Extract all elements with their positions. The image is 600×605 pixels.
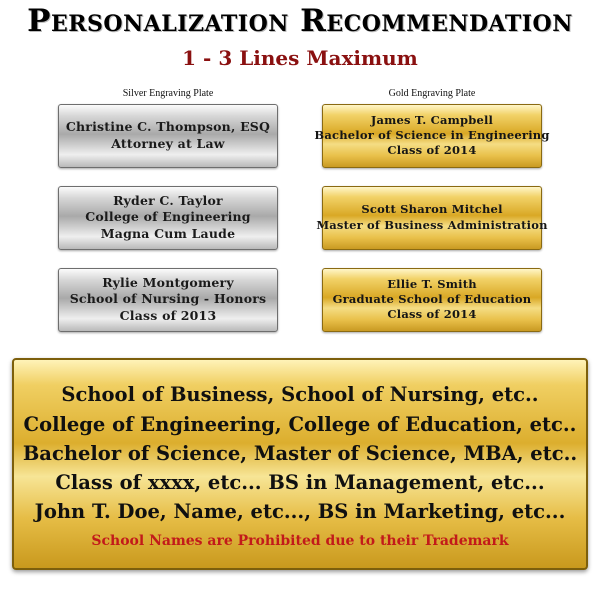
plate-line: Master of Business Administration [316, 217, 548, 232]
silver-column-header: Silver Engraving Plate [122, 87, 214, 99]
example-line: Class of xxxx, etc... BS in Management, etc... [55, 471, 545, 495]
gold-column-header: Gold Engraving Plate [388, 87, 476, 99]
gold-column [314, 87, 550, 350]
trademark-warning: School Names are Prohibited due to their Trademark [91, 532, 509, 549]
plate-line: Class of 2013 [119, 307, 217, 323]
silver-plate-2 [58, 186, 278, 250]
plate-line: Scott Sharon Mitchel [361, 202, 503, 217]
plate-line: Class of 2014 [387, 143, 477, 158]
examples-gold-plate [12, 358, 588, 570]
page-title: Personalization Recommendation [27, 3, 573, 39]
silver-plate-3 [58, 268, 278, 332]
plate-line: Graduate School of Education [332, 291, 532, 306]
example-line: John T. Doe, Name, etc..., BS in Marketing, etc... [34, 500, 566, 524]
plate-line: Magna Cum Laude [100, 225, 236, 241]
plate-columns [0, 88, 600, 350]
example-line: College of Engineering, College of Education, etc.. [23, 412, 577, 436]
silver-column [58, 88, 278, 350]
gold-plate-2 [316, 186, 548, 250]
example-line: Bachelor of Science, Master of Science, MBA, etc.. [22, 441, 578, 465]
plate-line: Christine C. Thompson, ESQ [65, 119, 271, 135]
plate-line: James T. Campbell [370, 112, 494, 127]
plate-line: School of Nursing - Honors [69, 291, 267, 307]
plate-line: Bachelor of Science in Engineering [314, 127, 550, 142]
plate-line: Class of 2014 [387, 307, 477, 322]
plate-line: Rylie Montgomery [102, 274, 234, 290]
plate-line: Ryder C. Taylor [113, 192, 223, 208]
gold-plate-3 [322, 268, 542, 332]
plate-line: Attorney at Law [111, 135, 225, 151]
plate-line: College of Engineering [85, 209, 251, 225]
page-subtitle: 1 - 3 Lines Maximum [182, 45, 418, 70]
plate-line: Ellie T. Smith [387, 276, 477, 291]
footer-spacer [0, 570, 600, 580]
personalization-recommendation-page [0, 5, 600, 605]
silver-plate-1 [58, 104, 278, 168]
example-line: School of Business, School of Nursing, etc.. [61, 383, 539, 407]
gold-plate-1 [314, 104, 550, 168]
